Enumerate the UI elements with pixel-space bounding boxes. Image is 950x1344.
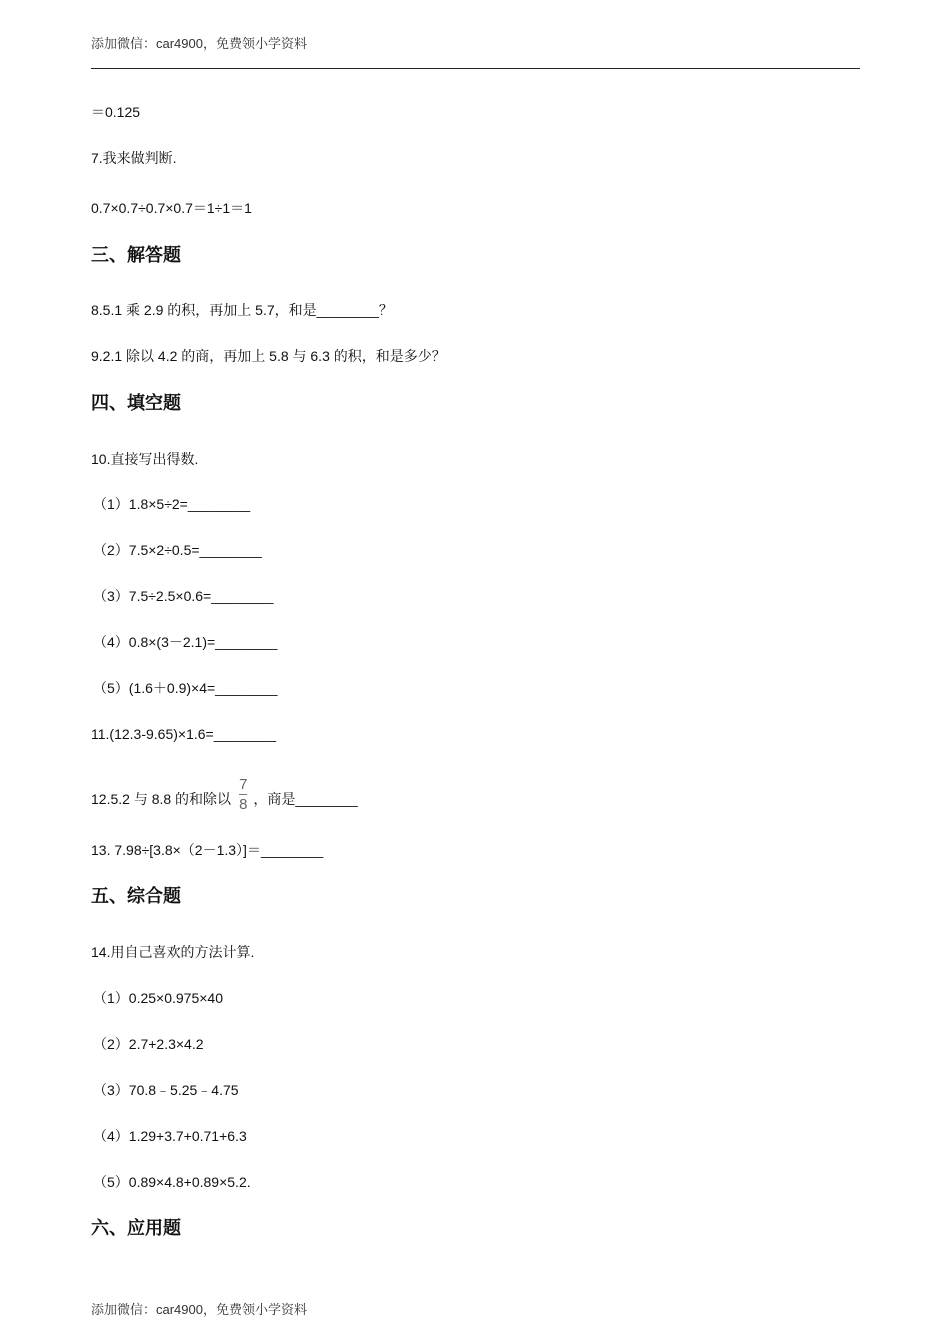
section-3-heading: 三、解答题 bbox=[91, 245, 181, 265]
section-4-heading: 四、填空题 bbox=[91, 393, 181, 413]
question-13: 13. 7.98÷[3.8×（2－1.3）]＝________ bbox=[91, 842, 324, 858]
fraction-bar bbox=[239, 794, 247, 795]
question-10-item-3: （3）7.5÷2.5×0.6=________ bbox=[93, 588, 274, 604]
previous-answer: ＝0.125 bbox=[91, 104, 141, 120]
question-14-title: 14.用自己喜欢的方法计算. bbox=[91, 944, 255, 960]
page-header-text: 添加微信：car4900，免费领小学资料 bbox=[91, 36, 307, 51]
question-10-item-4: （4）0.8×(3－2.1)=________ bbox=[93, 634, 278, 650]
question-14-item-2: （2）2.7+2.3×4.2 bbox=[93, 1036, 204, 1052]
header-divider bbox=[91, 68, 860, 69]
question-12-text-after: ，商是________ bbox=[253, 791, 358, 808]
fraction-numerator: 7 bbox=[239, 776, 248, 793]
question-9: 9.2.1 除以 4.2 的商，再加上 5.8 与 6.3 的积，和是多少？ bbox=[91, 348, 446, 364]
question-12 bbox=[91, 776, 358, 818]
question-14-item-3: （3）70.8﹣5.25﹣4.75 bbox=[93, 1082, 239, 1098]
question-11: 11.(12.3-9.65)×1.6=________ bbox=[91, 726, 277, 742]
fraction-seven-eighths bbox=[239, 777, 247, 812]
question-14-item-4: （4）1.29+3.7+0.71+6.3 bbox=[93, 1128, 247, 1144]
question-8: 8.5.1 乘 2.9 的积，再加上 5.7，和是________？ bbox=[91, 302, 393, 318]
question-10-item-5: （5）(1.6＋0.9)×4=________ bbox=[93, 680, 278, 696]
question-10-item-2: （2）7.5×2÷0.5=________ bbox=[93, 542, 262, 558]
page-footer-text: 添加微信：car4900，免费领小学资料 bbox=[91, 1302, 307, 1317]
question-14-item-5: （5）0.89×4.8+0.89×5.2. bbox=[93, 1174, 251, 1190]
question-10-item-1: （1）1.8×5÷2=________ bbox=[93, 496, 251, 512]
question-7-title: 7.我来做判断. bbox=[91, 150, 177, 166]
section-5-heading: 五、综合题 bbox=[91, 886, 181, 906]
question-14-item-1: （1）0.25×0.975×40 bbox=[93, 990, 223, 1006]
question-7-expression: 0.7×0.7÷0.7×0.7＝1÷1＝1 bbox=[91, 200, 252, 216]
section-6-heading: 六、应用题 bbox=[91, 1218, 181, 1238]
question-12-text-before: 12.5.2 与 8.8 的和除以 bbox=[91, 791, 232, 808]
question-10-title: 10.直接写出得数. bbox=[91, 451, 199, 467]
fraction-denominator: 8 bbox=[239, 796, 248, 813]
